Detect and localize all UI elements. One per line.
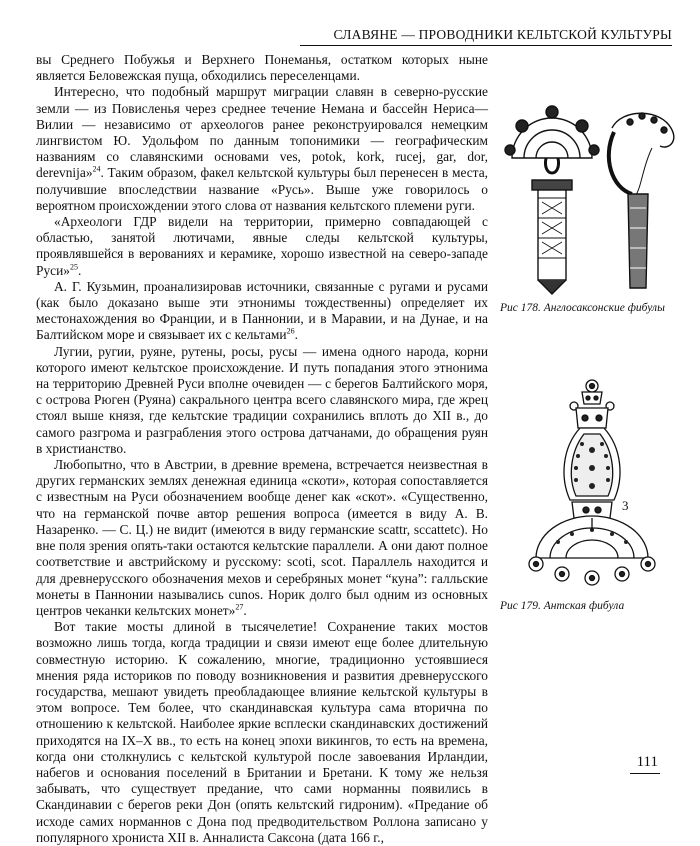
running-header: СЛАВЯНЕ — ПРОВОДНИКИ КЕЛЬТСКОЙ КУЛЬТУРЫ (333, 27, 672, 42)
antes-fibula-illustration (502, 378, 682, 598)
header-rule (300, 45, 672, 46)
paragraph: Лугии, ругии, руяне, рутены, росы, русы — имена одного народа, корни которого имеют кельтское происхождение. И путь попадания этого этнонима на территорию Древней Руси вполне очевиден — с берегов Балтийского моря, с острова Рюген (Руяна) сакрального центра всего славянского мира, где жрец стоял выше князя, где кельтские традиции сохранились вплоть до XII в., до самого разгрома и разграбления этого острова датчанами, до обращения руян в христианство. (36, 343, 488, 456)
paragraph: вы Среднего Побужья и Верхнего Понеманья, остатком которых ныне является Беловежская пуща, обходились переселенцами. (36, 52, 488, 84)
paragraph: Любопытно, что в Австрии, в древние времена, встречается неизвестная в других германских землях денежная единица «скоти», которая сопоставляется с известным на Руси обозначением вообще денег как «скот». «Существенно, что на германской почве автор решения вопроса (имеется в виду А. В. Назаренко. — С. Ц.) не видит (имеются в виду германские scattr, sccattetc). Но вне поля зрения опять-таки остаются кельтские параллели. А они дают полное соответствие и австрийскому и русскому: scoti, scot. Параллель находится и для древнерусского обозначения мехов и серебряных монет “куна”: галльские монеты в Паннонии назывались cunos. Норик долго был одним из основных центров чеканки кельтских монет»$^{27}$. (36, 457, 488, 618)
footnote-ref: 27 (235, 602, 244, 612)
footnote-ref: 24 (92, 164, 101, 174)
figure-178-caption: Рис 178. Англосаксонские фибулы (500, 302, 665, 314)
main-text (36, 52, 488, 846)
paragraph: А. Г. Кузьмин, проанализировав источники, связанные с ругами и русами (как было доказано выше эти этнонимы тождественны) определяет их местонахождения во Франции, и в Паннонии, и в Маравии, и на Дунае, и на Балтийском море и связывает их с кельтами$^{26}$. (36, 278, 488, 343)
page-number-rule (630, 773, 660, 774)
footnote-ref: 25 (69, 262, 78, 272)
figure-179-caption: Рис 179. Антская фибула (500, 600, 625, 612)
footnote-ref: 26 (286, 326, 295, 336)
anglo-saxon-fibulae-illustration (502, 98, 682, 298)
paragraph: «Археологи ГДР видели на территории, примерно совпадающей с областью, занятой лютичами, явные следы кельтской культуры, проявлявшейся в верованиях и керамике, хорошо известной на северо-западе Руси»$^{25}$. (36, 214, 488, 278)
page-number: 111 (636, 754, 658, 770)
paragraph: Интересно, что подобный маршрут миграции славян в северно-русские земли — из Повисленья через среднее течение Немана и бассейн Нериса—Вилии — независимо от археологов ранее реконструировался немецким лингвистом Ю. Удольфом по данным топонимики — географическим названиям со славянскими основами ves, potok, kork, rucej, gar, dor, derevnija»$^{24}$. Таким образом, факел кельтской культуры был перенесен в места, получившие впоследствии название «Русь». Выше уже говорилось о вероятном происхождении этого слова от названия кельтского племени руги. (36, 84, 488, 213)
paragraph: Вот такие мосты длиной в тысячелетие! Сохранение таких мостов возможно лишь тогда, когда традиции и связи имеют еще более длительную совместную историю. К сожалению, многие, традиционно устоявшиеся мнения ряда историков по поводу возникновения и развития древнерусского государства, мешают увидеть преобладающее влияние кельтской культуры в этом вопросе. Тем более, что скандинавская культура сама вторична по отношению к кельтской. Наиболее яркие всплески скандинавских достижений приходятся на IX–X вв., то есть на конец эпохи викингов, то есть на времена, когда они столкнулись с кельтской культурой после завоевания Ирландии, набегов и основания поселений в Британии и Бретани. К тому же нельзя забывать, что существует предание, что сами норманны появились в Скандинавии с берегов реки Дон (опять кельтский гидроним). «Предание об исходе самих норманнов с Дона под предводительством Роллона записано у популярного хрониста XII в. Анналиста Саксона (дата 166 г., (36, 619, 488, 845)
figure-label: 3 (622, 498, 629, 513)
